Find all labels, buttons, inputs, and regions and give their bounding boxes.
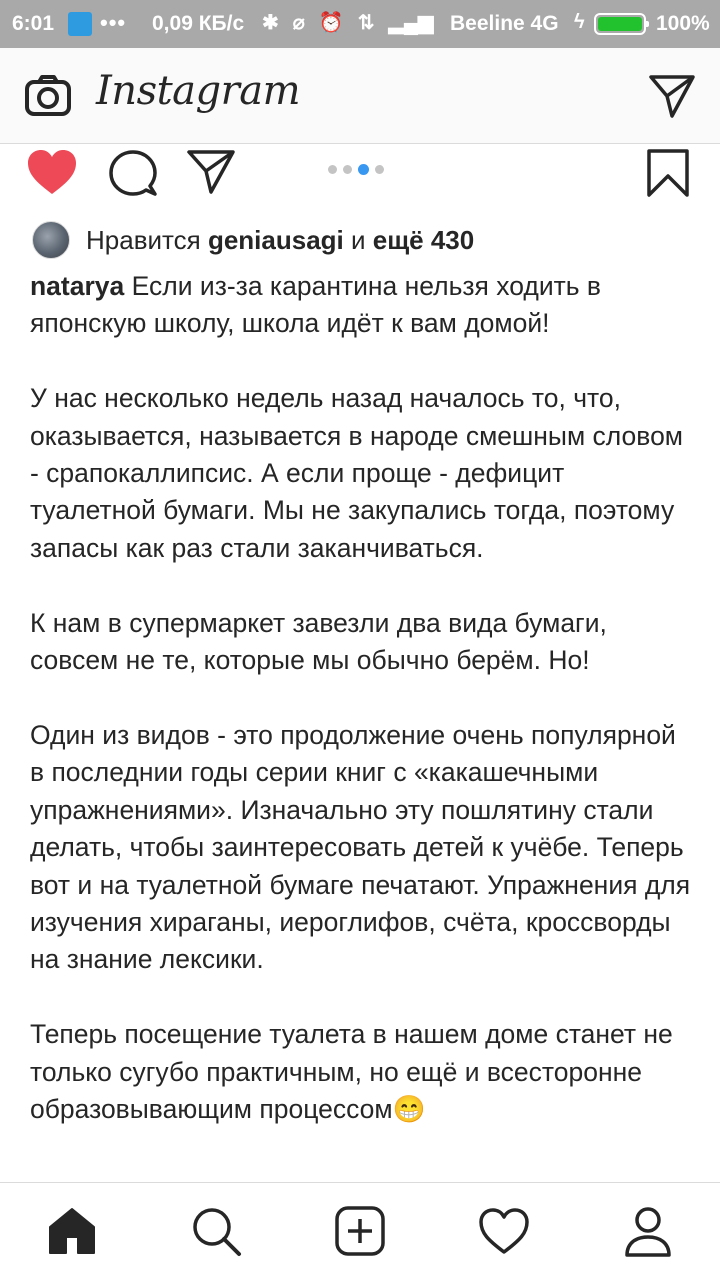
add-post-icon[interactable] — [334, 1205, 386, 1257]
caption-text: Если из-за карантина нельзя ходить в японскую школу, школа идёт к вам домой! У нас несколько недель назад началось то, что, оказывается, называется в народе смешным словом - срапокаллипсис. А если проще - дефицит туалетной бумаги. Мы не закупались тогда, поэтому запасы как раз стали заканчиваться. К нам в супермаркет завезли два вида бумаги, совсем не те, которые мы обычно берём. Но! Один из видов - это продолжение очень популярной в последнии годы серии книг с «какашечными упражнениями». Изначально эту пошлятину стали делать, чтобы заинтересовать детей к учёбе. Теперь вот и на туалетной бумаге печатают. Упражнения для изучения хираганы, иероглифов, счёта, кроссворды на знание лексики. Теперь посещение туалета в нашем доме станет не только сугубо практичным, но ещё и всесторонне образовывающим процессом😁 — [30, 271, 691, 1124]
comment-icon[interactable] — [108, 148, 158, 198]
bluetooth-icon: ✱ — [262, 12, 279, 34]
status-icons — [262, 10, 433, 35]
carrier-label: Beeline 4G — [450, 12, 559, 35]
battery-percent: 100% — [656, 12, 710, 35]
profile-icon[interactable] — [622, 1205, 674, 1257]
liker-avatar[interactable] — [32, 221, 70, 259]
post-actions — [0, 144, 720, 204]
carousel-indicator — [328, 164, 384, 175]
post-caption — [30, 268, 694, 1182]
likes-middle: и — [343, 224, 373, 255]
app-logo: Instagram — [96, 68, 301, 114]
heart-filled-icon[interactable] — [26, 148, 78, 196]
data-transfer-icon: ⇅ — [357, 12, 375, 34]
share-icon[interactable] — [186, 148, 236, 196]
heart-outline-icon[interactable] — [478, 1205, 530, 1257]
alarm-icon: ⏰ — [318, 12, 344, 34]
carousel-dot-active — [358, 164, 369, 175]
status-bar — [0, 0, 720, 48]
caption-username[interactable]: natarya — [30, 271, 125, 301]
carousel-dot — [375, 165, 384, 174]
camera-icon[interactable] — [24, 72, 72, 120]
bottom-navigation — [0, 1182, 720, 1280]
direct-message-icon[interactable] — [648, 72, 696, 120]
battery-fill — [598, 17, 642, 31]
notification-app-icon — [68, 12, 92, 36]
vibrate-off-icon: ⌀ — [292, 12, 305, 34]
network-speed: 0,09 КБ/с — [152, 12, 245, 35]
search-icon[interactable] — [190, 1205, 242, 1257]
carousel-dot — [328, 165, 337, 174]
status-more-dots: ••• — [100, 10, 127, 35]
home-icon[interactable] — [46, 1205, 98, 1257]
charging-icon: ϟ — [574, 11, 585, 33]
likes-text — [86, 225, 474, 256]
likes-count[interactable]: ещё 430 — [372, 224, 475, 255]
liker-username[interactable]: geniausagi — [207, 224, 344, 255]
carousel-dot — [343, 165, 352, 174]
app-header — [0, 48, 720, 144]
bookmark-icon[interactable] — [646, 148, 690, 198]
battery-icon — [594, 13, 646, 35]
likes-row[interactable] — [32, 220, 474, 260]
status-time: 6:01 — [12, 12, 55, 35]
likes-prefix: Нравится — [86, 224, 208, 255]
signal-icon: ▂▄▆ — [388, 12, 434, 34]
